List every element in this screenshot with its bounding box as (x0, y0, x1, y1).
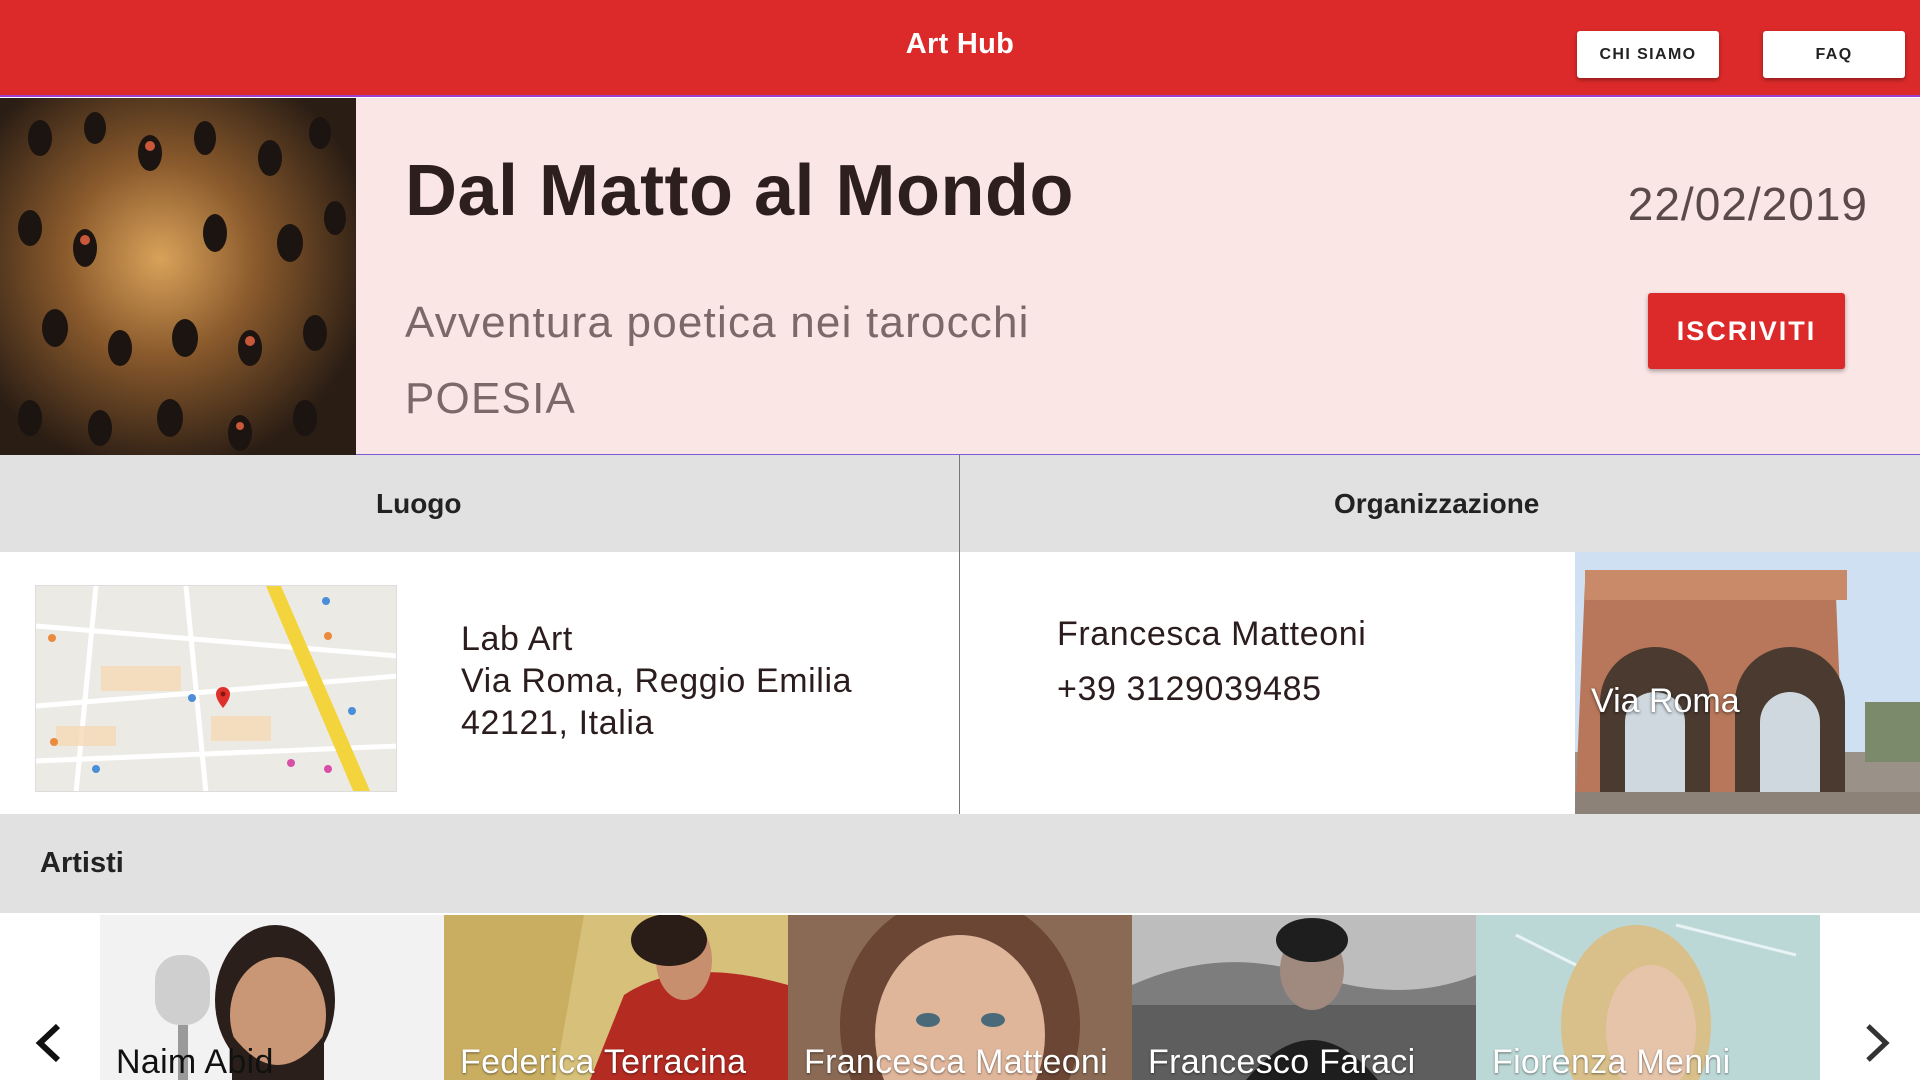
luogo-heading: Luogo (376, 488, 462, 519)
organizzazione-panel (960, 552, 1920, 814)
app-title: Art Hub (905, 28, 1015, 60)
chevron-right-icon[interactable] (1856, 1018, 1896, 1068)
venue-photo[interactable] (1575, 552, 1920, 814)
top-app-bar (0, 0, 1920, 97)
organizer-phone: +39 3129039485 (1057, 670, 1322, 708)
artist-name: Fiorenza Menni (1492, 1043, 1731, 1080)
event-subtitle: Avventura poetica nei tarocchi (405, 298, 1030, 347)
event-photo (0, 98, 356, 455)
location-map[interactable] (35, 585, 397, 792)
chevron-left-icon[interactable] (30, 1018, 70, 1068)
event-date: 22/02/2019 (1627, 178, 1868, 230)
venue-name: Lab Art (461, 620, 573, 658)
luogo-header (0, 455, 960, 552)
artisti-heading: Artisti (40, 847, 124, 879)
iscriviti-button[interactable]: ISCRIVITI (1648, 293, 1845, 369)
event-title: Dal Matto al Mondo (405, 151, 1074, 231)
chi-siamo-button[interactable]: CHI SIAMO (1577, 31, 1719, 78)
event-hero (0, 98, 1920, 455)
organizer-name: Francesca Matteoni (1057, 615, 1367, 653)
artisti-header (0, 814, 1920, 913)
venue-postal: 42121, Italia (461, 704, 655, 742)
venue-photo-label: Via Roma (1591, 682, 1740, 720)
faq-button[interactable]: FAQ (1763, 31, 1905, 78)
artist-name: Federica Terracina (460, 1043, 747, 1080)
artist-name: Francesca Matteoni (804, 1043, 1108, 1080)
artist-card[interactable] (788, 915, 1132, 1080)
event-category: POESIA (405, 374, 577, 423)
luogo-panel (0, 552, 960, 814)
artists-carousel (0, 913, 1920, 1080)
artist-card[interactable] (100, 915, 444, 1080)
artist-card[interactable] (444, 915, 788, 1080)
organizzazione-heading: Organizzazione (1334, 488, 1540, 519)
artist-name: Naim Abid (116, 1043, 274, 1080)
venue-street: Via Roma, Reggio Emilia (461, 662, 853, 700)
artist-card[interactable] (1132, 915, 1476, 1080)
organizzazione-header (960, 455, 1920, 552)
artist-card[interactable] (1476, 915, 1820, 1080)
venue-address (461, 618, 852, 744)
artist-name: Francesco Faraci (1148, 1043, 1416, 1080)
